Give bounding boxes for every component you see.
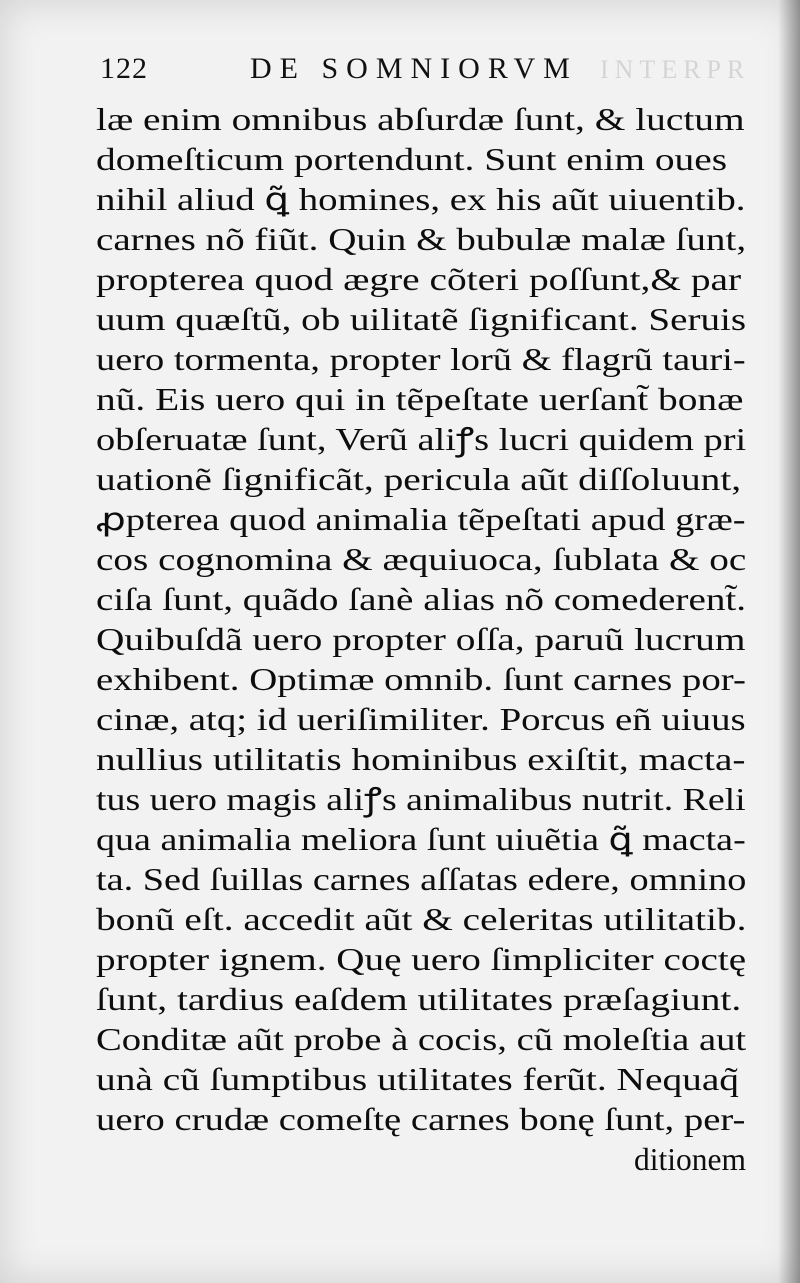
text-line-1: læ enim omnibus abſurdæ ſunt, & luctum — [96, 102, 745, 137]
text-line-16: cinæ, atq; id ueriſimiliter. Porcus eñ uiuus — [96, 702, 746, 737]
catchword: ditionem — [634, 1142, 746, 1177]
text-line-26: uero crudæ comeſtę carnes bonę ſunt, per- — [96, 1102, 746, 1137]
text-line-22: propter ignem. Quę uero ſimpliciter coctę — [96, 942, 747, 977]
text-line-15: exhibent. Optimæ omnib. ſunt carnes por- — [96, 662, 746, 697]
text-line-4: carnes nõ fiũt. Quin & bubulæ malæ ſunt, — [96, 222, 747, 257]
text-line-23: ſunt, tardius eaſdem utilitates præſagiunt. — [96, 982, 742, 1017]
text-line-11: ꝓpterea quod animalia tẽpeſtati apud græ- — [96, 502, 746, 537]
text-line-8: nũ. Eis uero qui in tẽpeſtate uerſant̃ bonæ — [96, 382, 744, 417]
running-head: DE SOMNIORVM — [250, 52, 578, 85]
text-line-14: Quibuſdã uero propter oſſa, paruũ lucrum — [96, 622, 746, 657]
text-line-21: bonũ eſt. accedit aũt & celeritas utilitatib. — [96, 902, 747, 937]
text-line-20: ta. Sed ſuillas carnes aſſatas edere, omnino — [96, 862, 747, 897]
text-line-5: propterea quod ægre cõteri poſſunt,& par — [96, 262, 742, 297]
bleed-through-text: INTERPR — [600, 55, 751, 84]
text-line-25: unà cũ ſumptibus utilitates ferũt. Nequaq̃ — [96, 1062, 739, 1097]
page-edge-shadow — [778, 0, 800, 1283]
text-line-9: obſeruatæ ſunt, Verũ aliꝭs lucri quidem pri — [96, 422, 747, 457]
text-line-13: ciſa ſunt, quãdo ſanè alias nõ comederent̃. — [96, 582, 747, 617]
text-line-2: domeſticum portendunt. Sunt enim oues — [96, 142, 728, 177]
text-line-7: uero tormenta, propter lorũ & flagrũ tauri- — [96, 342, 746, 377]
text-line-18: tus uero magis aliꝭs animalibus nutrit. Reli — [96, 782, 746, 817]
text-line-3: nihil aliud ꝗ̃ homines, ex his aũt uiuentib. — [96, 182, 746, 217]
text-line-19: qua animalia meliora ſunt uiuẽtia ꝗ̃ macta- — [96, 822, 746, 857]
text-line-17: nullius utilitatis hominibus exiſtit, macta- — [96, 742, 746, 777]
text-line-24: Conditæ aũt probe à cocis, cũ moleſtia aut — [96, 1022, 747, 1057]
text-line-6: uum quæſtũ, ob uilitatẽ ſignificant. Seruis — [96, 302, 747, 337]
text-line-10: uationẽ ſignificãt, pericula aũt diſſoluunt, — [96, 462, 742, 497]
text-line-12: cos cognomina & æquiuoca, ſublata & oc — [96, 542, 747, 577]
page-number: 122 — [100, 52, 148, 85]
